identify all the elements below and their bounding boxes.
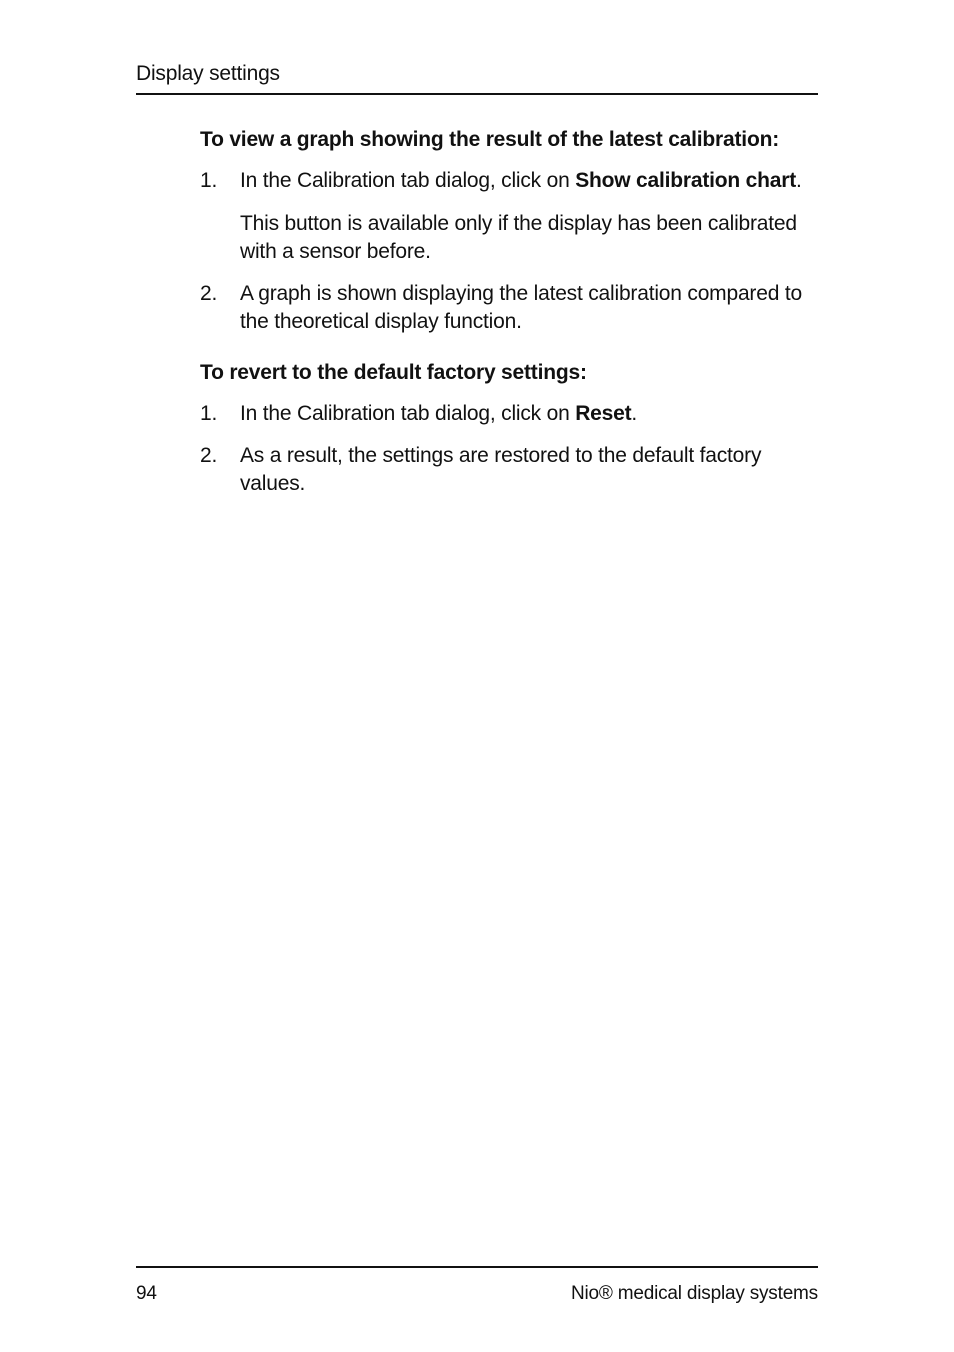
step-text-end: .: [631, 402, 638, 425]
ui-label-show-calibration-chart: Show calibration chart: [575, 169, 797, 192]
section-heading-view-graph: To view a graph showing the result of the latest calibration:: [200, 128, 779, 151]
footer-product-name: Nio® medical display systems: [570, 1283, 818, 1304]
step-text: In the Calibration tab dialog, click on: [240, 402, 576, 425]
step-item: [200, 442, 818, 498]
running-header: Display settings: [136, 62, 280, 85]
ui-label-reset: Reset: [575, 402, 632, 425]
page-number: 94: [136, 1283, 157, 1304]
step-number: 1.: [200, 169, 218, 192]
step-text: A graph is shown displaying the latest calibration compared to the theoretical display function.: [240, 282, 802, 333]
step-number: 2.: [200, 282, 218, 305]
step-text-end: .: [796, 169, 802, 192]
step-item: [200, 280, 818, 336]
page-content: [200, 126, 818, 498]
step-text: As a result, the settings are restored to the default factory values.: [240, 444, 762, 495]
header-rule: [136, 93, 818, 95]
footer-rule: [136, 1266, 818, 1268]
step-number: 1.: [200, 402, 218, 425]
step-note: This button is available only if the display has been calibrated with a sensor before.: [240, 212, 797, 263]
step-item: [200, 400, 818, 428]
step-item: [200, 167, 818, 195]
section-heading-revert-defaults: To revert to the default factory settings:: [200, 361, 587, 384]
step-text: In the Calibration tab dialog, click on: [240, 169, 576, 192]
step-number: 2.: [200, 444, 218, 467]
